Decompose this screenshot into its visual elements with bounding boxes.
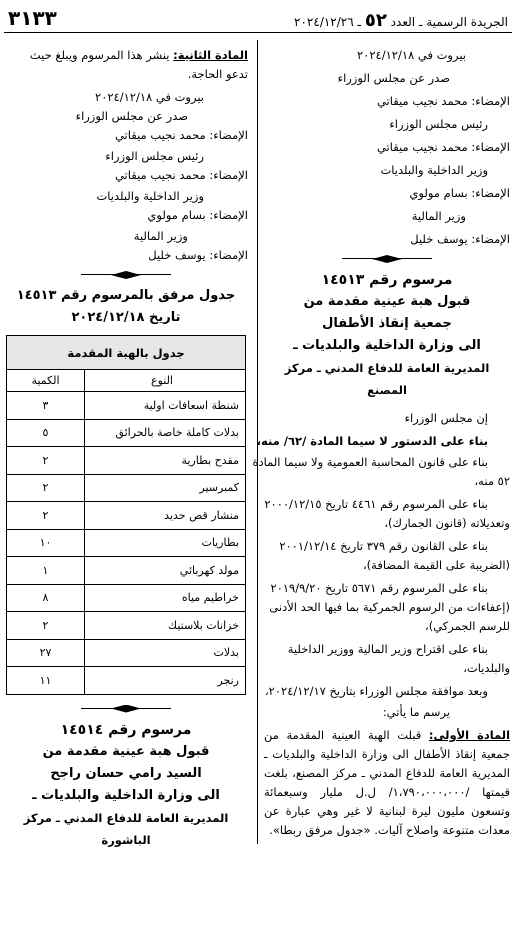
item-qty: ١ — [7, 557, 85, 585]
left-column — [4, 40, 248, 934]
legal-basis: للرسم الجمركي)، — [425, 619, 510, 633]
decree-subject: جمعية إنقاذ الأطفال — [322, 316, 452, 331]
page-header — [0, 6, 516, 34]
item-name: خراطيم مياه — [85, 584, 246, 612]
signatory-role: رئيس مجلس الوزراء — [105, 149, 204, 163]
signature-line: الإمضاء: يوسف خليل — [410, 232, 510, 246]
annex-date: تاريخ ٢٠٢٤/١٢/١٨ — [71, 310, 181, 325]
table-title: جدول بالهبة المقدمة — [7, 336, 246, 370]
table-row — [7, 639, 246, 667]
decree-subject: الى وزارة الداخلية والبلديات ـ — [293, 338, 481, 353]
item-name: بدلات كاملة خاصة بالحرائق — [85, 419, 246, 447]
decree-title: مرسوم رقم ١٤٥١٤ — [60, 721, 192, 738]
article-2 — [4, 46, 248, 65]
legal-basis: بناء على قانون المحاسبة العمومية ولا سيما المادة — [252, 455, 488, 469]
article-2-label: المادة الثانية: — [173, 48, 248, 62]
legal-basis: (إعفاءات من الرسوم الجمركية بما فيها الحد الأدنى — [269, 600, 510, 614]
gazette-title: الجريدة الرسمية ـ العدد ٥٢ ـ ٢٠٢٤/١٢/٢٦ — [294, 10, 508, 31]
decree-subject: الى وزارة الداخلية والبلديات ـ — [32, 787, 220, 803]
legal-basis: بناء على المرسوم رقم ٥٦٧١ تاريخ ٢٠١٩/٩/٢٠ — [270, 581, 488, 595]
item-qty: ٣ — [7, 392, 85, 420]
item-qty: ٢ — [7, 612, 85, 640]
column-header-type: النوع — [85, 370, 246, 392]
signature-line: الإمضاء: محمد نجيب ميقاتي — [114, 128, 248, 142]
signatory-role: رئيس مجلس الوزراء — [389, 117, 488, 131]
article-1-label: المادة الأولى: — [428, 728, 511, 742]
table-row — [7, 474, 246, 502]
article-2-text: تدعو الحاجة. — [187, 67, 248, 81]
signing-date: بيروت في ٢٠٢٤/١٢/١٨ — [95, 90, 204, 104]
item-qty: ٢ — [7, 447, 85, 475]
column-header-qty: الكمية — [7, 370, 85, 392]
right-column — [252, 40, 511, 934]
item-name: خزانات بلاستيك — [85, 612, 246, 640]
legal-basis: (الضريبة على القيمة المضافة)، — [362, 558, 510, 572]
article-1 — [264, 726, 510, 840]
table-row — [7, 557, 246, 585]
issue-number: ٥٢ — [364, 10, 387, 31]
section-ornament — [342, 255, 432, 263]
table-row — [7, 584, 246, 612]
annex-title: جدول مرفق بالمرسوم رقم ١٤٥١٣ — [16, 288, 236, 303]
signatory-role: وزير الداخلية والبلديات — [380, 163, 488, 177]
issued-by: صدر عن مجلس الوزراء — [75, 109, 188, 123]
decree-subject: قبول هبة عينية مقدمة من — [303, 294, 471, 309]
signature-line: الإمضاء: محمد نجيب ميقاتي — [376, 94, 510, 108]
table-row — [7, 392, 246, 420]
legal-basis: وتعديلاته (قانون الجمارك)، — [384, 516, 510, 530]
table-row — [7, 667, 246, 695]
header-rule — [4, 32, 512, 33]
section-ornament — [81, 271, 171, 279]
item-qty: ٢٧ — [7, 639, 85, 667]
decree-subject: المديرية العامة للدفاع المدني ـ مركز الباشورة — [23, 810, 229, 847]
issued-by: صدر عن مجلس الوزراء — [337, 71, 450, 85]
table-row — [7, 529, 246, 557]
item-name: شنطة اسعافات اولية — [85, 392, 246, 420]
table-row — [7, 502, 246, 530]
decree-title: مرسوم رقم ١٤٥١٣ — [321, 272, 453, 288]
legal-basis: بناء على المرسوم رقم ٤٤٦١ تاريخ ٢٠٠٠/١٢/١٥ — [264, 497, 488, 511]
decree-subject: المديرية العامة للدفاع المدني ـ مركز المصنع — [284, 361, 490, 397]
signing-date: بيروت في ٢٠٢٤/١٢/١٨ — [357, 48, 466, 62]
item-name: بطاريات — [85, 529, 246, 557]
signature-line: الإمضاء: محمد نجيب ميقاتي — [114, 168, 248, 182]
legal-basis: بناء على الدستور لا سيما المادة /٦٢/ منه، — [256, 434, 488, 448]
item-qty: ٨ — [7, 584, 85, 612]
section-ornament — [81, 705, 171, 713]
decrees-line: يرسم ما يأتي: — [382, 705, 450, 719]
table-row — [7, 612, 246, 640]
page-number: ٣١٣٣ — [8, 6, 57, 30]
item-name: منشار قص حديد — [85, 502, 246, 530]
item-name: رنجر — [85, 667, 246, 695]
item-qty: ٢ — [7, 502, 85, 530]
table-row — [7, 419, 246, 447]
item-name: مولد كهربائي — [85, 557, 246, 585]
article-2-text: ينشر هذا المرسوم ويبلغ حيث — [29, 48, 170, 62]
signature-line: الإمضاء: يوسف خليل — [148, 248, 248, 262]
table-row — [7, 447, 246, 475]
item-qty: ١٠ — [7, 529, 85, 557]
article-1-text: قبلت الهبة العينية المقدمة من جمعية إنقاذ الأطفال الى وزارة الداخلية والبلديات ـ المديرية العامة للدفاع المدني ـ مركز المصنع، بلغت قيمتها /١،٧٩٠،٠٠٠،٠٠٠/ ل.ل مليار وسبعمائة وتسعون مليون ليرة لبنانية لا غير وهي عبارة عن معدات متنوعة واصلاح آليات. «جدول مرفق ربطا». — [264, 728, 510, 837]
item-qty: ٢ — [7, 474, 85, 502]
signatory-role: وزير المالية — [133, 229, 188, 243]
item-name: مقدح بطارية — [85, 447, 246, 475]
legal-basis: بناء على اقتراح وزير المالية ووزير الداخلية — [287, 642, 488, 656]
item-qty: ٥ — [7, 419, 85, 447]
signature-line: الإمضاء: بسام مولوي — [147, 208, 248, 222]
donation-table — [6, 335, 246, 695]
signatory-role: وزير المالية — [411, 209, 466, 223]
legal-basis: ٥٢ منه، — [474, 474, 510, 488]
signature-line: الإمضاء: محمد نجيب ميقاتي — [376, 140, 510, 154]
signatory-role: وزير الداخلية والبلديات — [96, 189, 204, 203]
decree-subject: قبول هبة عينية مقدمة من — [42, 743, 210, 759]
council-heading: إن مجلس الوزراء — [404, 411, 488, 425]
item-name: بدلات — [85, 639, 246, 667]
signature-line: الإمضاء: بسام مولوي — [409, 186, 510, 200]
issue-date: ـ ٢٠٢٤/١٢/٢٦ — [294, 15, 362, 29]
decree-subject: السيد رامي حسان راجح — [50, 765, 202, 781]
item-qty: ١١ — [7, 667, 85, 695]
item-name: كمبرسير — [85, 474, 246, 502]
approval-line: وبعد موافقة مجلس الوزراء بتاريخ ٢٠٢٤/١٢/١٧، — [264, 684, 488, 698]
legal-basis: بناء على القانون رقم ٣٧٩ تاريخ ٢٠٠١/١٢/١٤ — [279, 539, 488, 553]
legal-basis: والبلديات، — [463, 661, 510, 675]
